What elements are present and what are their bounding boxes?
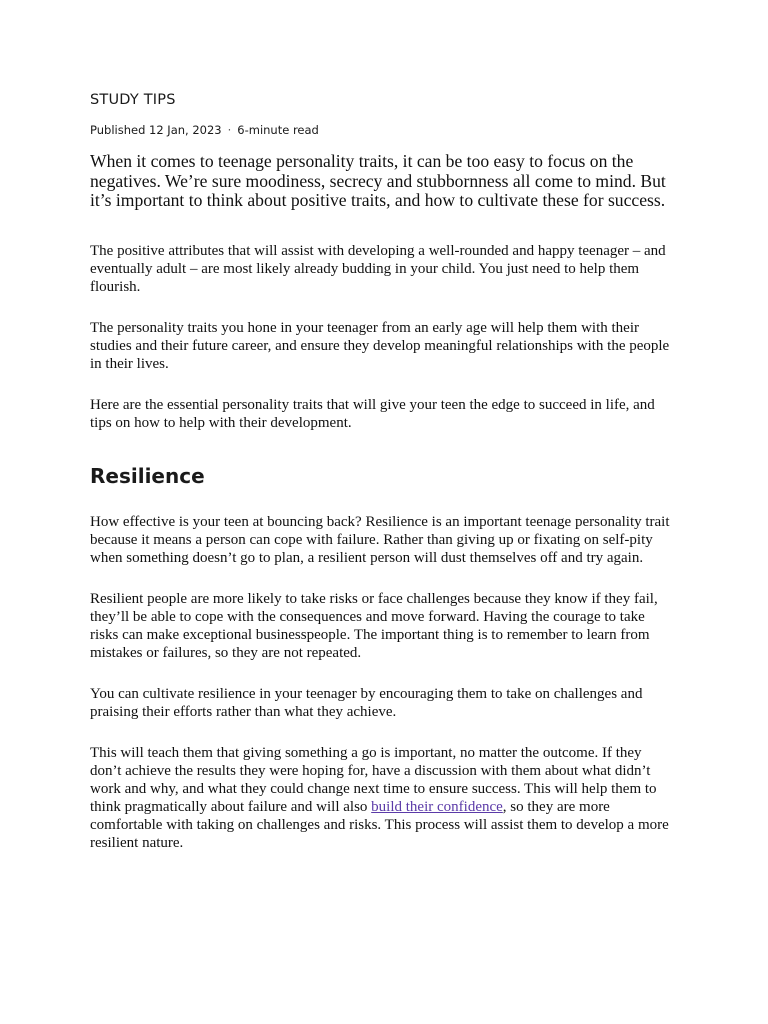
paragraph-text: This will teach them that giving something a go is important, no matter the outcome. If they don’t achieve the results they were hoping for, have a discussion with them about what didn’t work and why, and what they could change next time to ensure success. This will help them to think pragmatically about failure and will also bbox=[90, 744, 657, 815]
meta-separator: · bbox=[227, 123, 232, 137]
article-category[interactable]: STUDY TIPS bbox=[90, 92, 176, 108]
article-lead: When it comes to teenage personality traits, it can be too easy to focus on the negatives. We’re sure moodiness, secrecy and stubbornness all come to mind. But it’s important to think about positive traits, and how to cultivate these for success. bbox=[90, 151, 666, 211]
article-body bbox=[90, 242, 674, 852]
article bbox=[90, 90, 674, 852]
paragraph: Resilient people are more likely to take risks or face challenges because they know if they fail, they’ll be able to cope with the consequences and move forward. Having the courage to take risks can make exceptional businesspeople. The important thing is to remember to learn from mistakes or failures, so they are not repeated. bbox=[90, 590, 658, 661]
paragraph: The positive attributes that will assist with developing a well-rounded and happy teenager – and eventually adult – are most likely already budding in your child. You just need to help them flourish. bbox=[90, 242, 666, 295]
paragraph-text: , so they are more comfortable with taking on challenges and risks. This process will assist them to develop a more resilient nature. bbox=[90, 798, 669, 851]
paragraph: How effective is your teen at bouncing back? Resilience is an important teenage personality trait because it means a person can cope with failure. Rather than giving up or fixating on self-pity when something doesn’t go to plan, a resilient person will dust themselves off and try again. bbox=[90, 513, 670, 566]
publish-date: Published 12 Jan, 2023 bbox=[90, 123, 222, 137]
build-confidence-link[interactable]: build their confidence bbox=[371, 798, 503, 815]
paragraph: The personality traits you hone in your teenager from an early age will help them with their studies and their future career, and ensure they develop meaningful relationships with the people in their lives. bbox=[90, 319, 670, 372]
paragraph-with-link bbox=[90, 744, 674, 852]
paragraph: You can cultivate resilience in your teenager by encouraging them to take on challenges and praising their efforts rather than what they achieve. bbox=[90, 685, 643, 720]
section-heading: Resilience bbox=[90, 463, 205, 488]
read-time: 6-minute read bbox=[237, 123, 319, 137]
paragraph: Here are the essential personality traits that will give your teen the edge to succeed in life, and tips on how to help with their development. bbox=[90, 396, 655, 431]
article-meta bbox=[90, 122, 674, 138]
